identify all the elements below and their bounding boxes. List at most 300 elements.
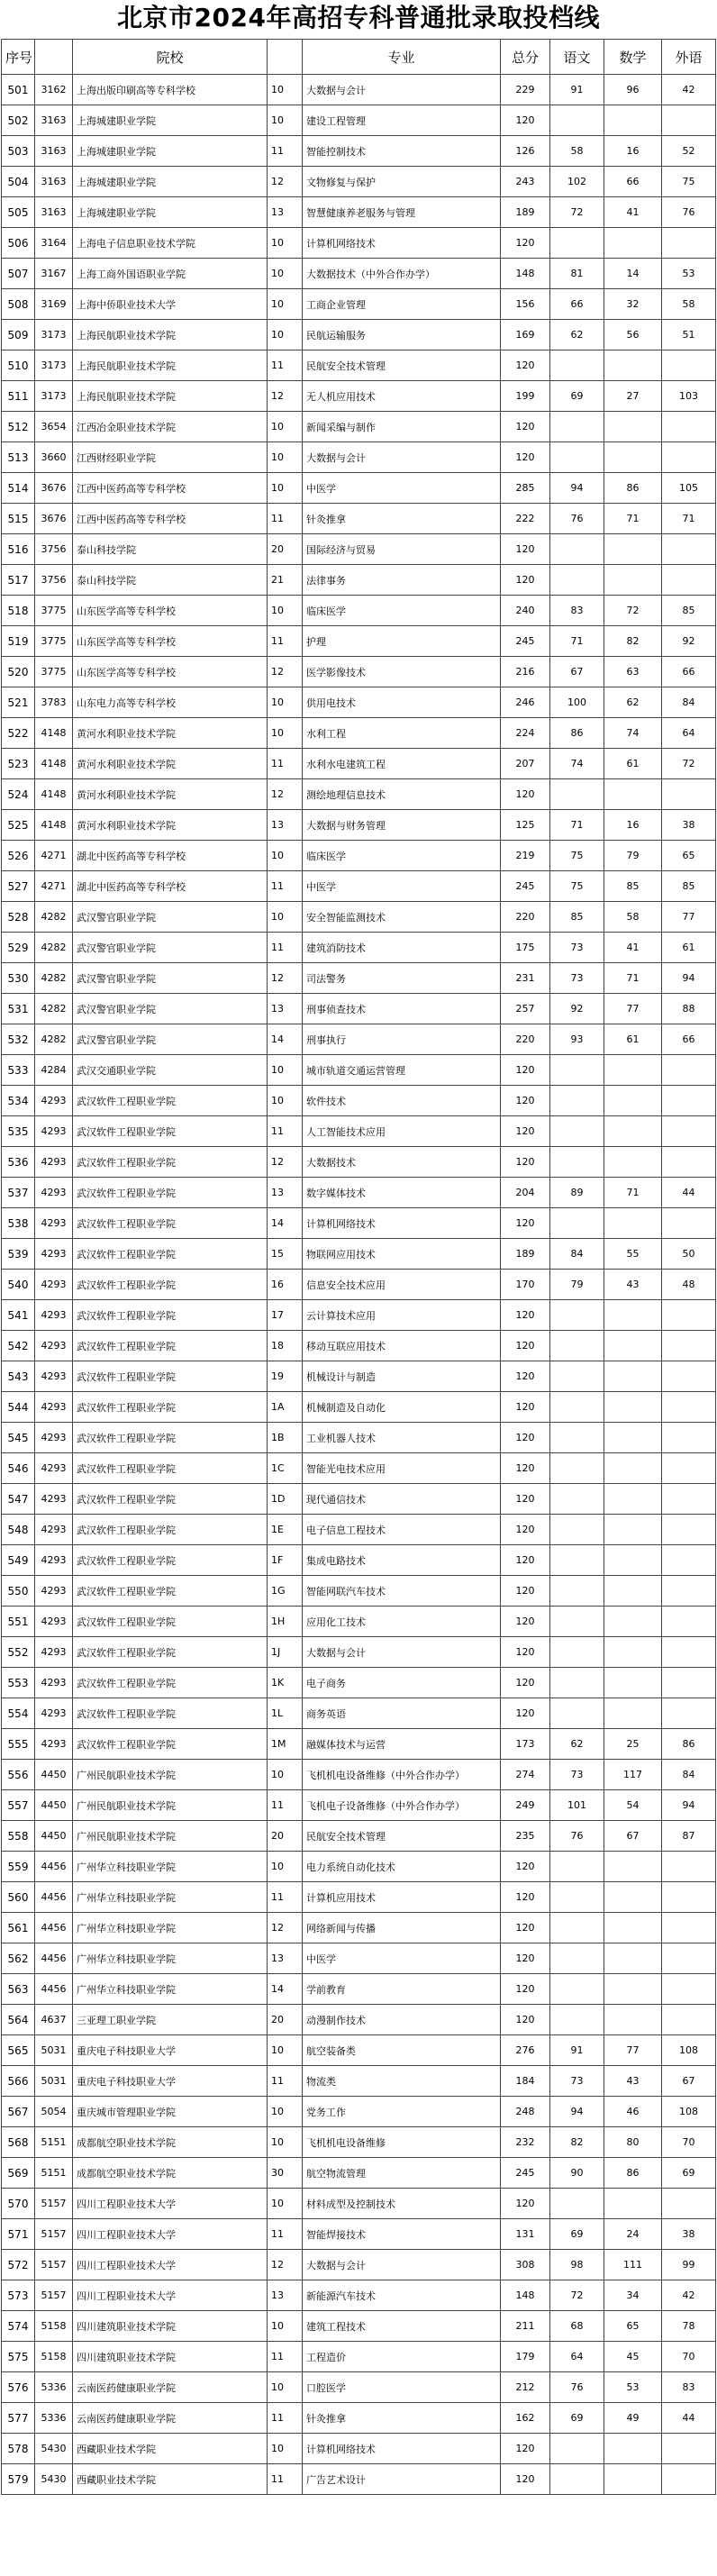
school-code-cell: 5157 xyxy=(35,2280,73,2311)
seq-cell: 575 xyxy=(2,2342,35,2372)
school-code-cell: 4293 xyxy=(35,1331,73,1361)
school-code-cell: 3775 xyxy=(35,657,73,687)
table-row xyxy=(2,902,716,933)
school-name-cell: 上海民航职业技术学院 xyxy=(73,381,268,412)
math-score-cell xyxy=(604,1423,662,1453)
math-score-cell: 85 xyxy=(604,871,662,902)
foreign-language-score-cell xyxy=(662,1300,716,1331)
foreign-language-score-cell: 84 xyxy=(662,687,716,718)
school-name-cell: 武汉软件工程职业学院 xyxy=(73,1178,268,1208)
seq-cell: 573 xyxy=(2,2280,35,2311)
foreign-language-score-cell: 69 xyxy=(662,2158,716,2189)
seq-cell: 517 xyxy=(2,565,35,596)
seq-cell: 556 xyxy=(2,1760,35,1790)
seq-cell: 519 xyxy=(2,626,35,657)
major-code-cell: 13 xyxy=(268,810,303,841)
foreign-language-score-cell: 42 xyxy=(662,2280,716,2311)
seq-cell: 543 xyxy=(2,1361,35,1392)
school-code-cell: 4284 xyxy=(35,1055,73,1086)
foreign-language-score-cell: 75 xyxy=(662,167,716,197)
seq-cell: 574 xyxy=(2,2311,35,2342)
major-code-cell: 1J xyxy=(268,1637,303,1668)
school-code-cell: 5054 xyxy=(35,2097,73,2127)
major-name-cell: 移动互联应用技术 xyxy=(303,1331,501,1361)
total-score-cell: 120 xyxy=(501,1668,550,1698)
chinese-score-cell: 74 xyxy=(550,749,604,779)
school-code-cell: 3163 xyxy=(35,167,73,197)
school-code-cell: 5158 xyxy=(35,2311,73,2342)
school-code-cell: 4282 xyxy=(35,1024,73,1055)
header-school: 院校 xyxy=(73,40,268,75)
school-name-cell: 四川工程职业技术大学 xyxy=(73,2250,268,2280)
seq-cell: 554 xyxy=(2,1698,35,1729)
foreign-language-score-cell: 66 xyxy=(662,1024,716,1055)
major-code-cell: 20 xyxy=(268,2005,303,2035)
foreign-language-score-cell xyxy=(662,1607,716,1637)
table-row xyxy=(2,1607,716,1637)
major-code-cell: 11 xyxy=(268,1790,303,1821)
school-name-cell: 武汉软件工程职业学院 xyxy=(73,1607,268,1637)
major-code-cell: 10 xyxy=(268,1852,303,1882)
foreign-language-score-cell: 85 xyxy=(662,871,716,902)
school-name-cell: 武汉软件工程职业学院 xyxy=(73,1423,268,1453)
major-name-cell: 针灸推拿 xyxy=(303,504,501,534)
total-score-cell: 276 xyxy=(501,2035,550,2066)
total-score-cell: 120 xyxy=(501,1116,550,1147)
major-code-cell: 17 xyxy=(268,1300,303,1331)
math-score-cell: 27 xyxy=(604,381,662,412)
chinese-score-cell xyxy=(550,1300,604,1331)
foreign-language-score-cell xyxy=(662,1453,716,1484)
total-score-cell: 120 xyxy=(501,2189,550,2219)
foreign-language-score-cell: 108 xyxy=(662,2035,716,2066)
math-score-cell: 77 xyxy=(604,994,662,1024)
total-score-cell: 120 xyxy=(501,2434,550,2464)
school-code-cell: 4293 xyxy=(35,1545,73,1576)
major-name-cell: 飞机机电设备维修（中外合作办学） xyxy=(303,1760,501,1790)
major-name-cell: 信息安全技术应用 xyxy=(303,1270,501,1300)
major-code-cell: 10 xyxy=(268,75,303,105)
chinese-score-cell: 69 xyxy=(550,2219,604,2250)
foreign-language-score-cell: 87 xyxy=(662,1821,716,1852)
foreign-language-score-cell: 64 xyxy=(662,718,716,749)
table-row xyxy=(2,381,716,412)
table-row xyxy=(2,197,716,228)
major-code-cell: 13 xyxy=(268,994,303,1024)
major-code-cell: 10 xyxy=(268,1086,303,1116)
chinese-score-cell: 72 xyxy=(550,2280,604,2311)
major-name-cell: 飞机电子设备维修（中外合作办学） xyxy=(303,1790,501,1821)
major-code-cell: 10 xyxy=(268,902,303,933)
table-row xyxy=(2,1208,716,1239)
seq-cell: 514 xyxy=(2,473,35,504)
major-name-cell: 计算机网络技术 xyxy=(303,1208,501,1239)
school-name-cell: 黄河水利职业技术学院 xyxy=(73,810,268,841)
math-score-cell: 45 xyxy=(604,2342,662,2372)
school-code-cell: 4450 xyxy=(35,1760,73,1790)
seq-cell: 529 xyxy=(2,933,35,963)
major-name-cell: 护理 xyxy=(303,626,501,657)
school-name-cell: 江西财经职业学院 xyxy=(73,442,268,473)
school-name-cell: 山东医学高等专科学校 xyxy=(73,657,268,687)
math-score-cell xyxy=(604,1484,662,1515)
math-score-cell: 62 xyxy=(604,687,662,718)
table-row xyxy=(2,289,716,320)
chinese-score-cell: 91 xyxy=(550,2035,604,2066)
school-code-cell: 3164 xyxy=(35,228,73,259)
major-code-cell: 10 xyxy=(268,1760,303,1790)
foreign-language-score-cell: 66 xyxy=(662,657,716,687)
chinese-score-cell: 101 xyxy=(550,1790,604,1821)
major-code-cell: 11 xyxy=(268,933,303,963)
major-code-cell: 10 xyxy=(268,2189,303,2219)
foreign-language-score-cell xyxy=(662,1515,716,1545)
major-name-cell: 智能网联汽车技术 xyxy=(303,1576,501,1607)
school-name-cell: 泰山科技学院 xyxy=(73,565,268,596)
major-name-cell: 建筑消防技术 xyxy=(303,933,501,963)
math-score-cell xyxy=(604,442,662,473)
table-row xyxy=(2,473,716,504)
school-code-cell: 4282 xyxy=(35,933,73,963)
school-name-cell: 武汉警官职业学院 xyxy=(73,933,268,963)
total-score-cell: 220 xyxy=(501,1024,550,1055)
seq-cell: 511 xyxy=(2,381,35,412)
seq-cell: 532 xyxy=(2,1024,35,1055)
school-code-cell: 3676 xyxy=(35,473,73,504)
school-code-cell: 4456 xyxy=(35,1943,73,1974)
chinese-score-cell: 58 xyxy=(550,136,604,167)
major-name-cell: 建筑工程技术 xyxy=(303,2311,501,2342)
major-code-cell: 11 xyxy=(268,626,303,657)
major-code-cell: 10 xyxy=(268,442,303,473)
table-row xyxy=(2,1300,716,1331)
major-code-cell: 15 xyxy=(268,1239,303,1270)
school-name-cell: 山东医学高等专科学校 xyxy=(73,626,268,657)
school-name-cell: 武汉软件工程职业学院 xyxy=(73,1698,268,1729)
foreign-language-score-cell xyxy=(662,1668,716,1698)
total-score-cell: 199 xyxy=(501,381,550,412)
math-score-cell: 46 xyxy=(604,2097,662,2127)
math-score-cell xyxy=(604,779,662,810)
chinese-score-cell: 91 xyxy=(550,75,604,105)
foreign-language-score-cell: 83 xyxy=(662,2372,716,2403)
table-row xyxy=(2,1882,716,1913)
school-code-cell: 4293 xyxy=(35,1729,73,1760)
total-score-cell: 120 xyxy=(501,1637,550,1668)
school-code-cell: 4293 xyxy=(35,1637,73,1668)
table-row xyxy=(2,749,716,779)
chinese-score-cell: 71 xyxy=(550,626,604,657)
chinese-score-cell xyxy=(550,1392,604,1423)
seq-cell: 559 xyxy=(2,1852,35,1882)
table-row xyxy=(2,1024,716,1055)
seq-cell: 549 xyxy=(2,1545,35,1576)
school-name-cell: 广州华立科技职业学院 xyxy=(73,1913,268,1943)
major-name-cell: 智能控制技术 xyxy=(303,136,501,167)
major-name-cell: 应用化工技术 xyxy=(303,1607,501,1637)
chinese-score-cell xyxy=(550,1484,604,1515)
school-name-cell: 上海民航职业技术学院 xyxy=(73,350,268,381)
school-code-cell: 5151 xyxy=(35,2158,73,2189)
seq-cell: 516 xyxy=(2,534,35,565)
math-score-cell: 80 xyxy=(604,2127,662,2158)
chinese-score-cell: 102 xyxy=(550,167,604,197)
seq-cell: 528 xyxy=(2,902,35,933)
chinese-score-cell xyxy=(550,1055,604,1086)
total-score-cell: 120 xyxy=(501,1300,550,1331)
foreign-language-score-cell: 94 xyxy=(662,1790,716,1821)
seq-cell: 503 xyxy=(2,136,35,167)
major-name-cell: 航空装备类 xyxy=(303,2035,501,2066)
table-row xyxy=(2,565,716,596)
school-code-cell: 3163 xyxy=(35,197,73,228)
major-code-cell: 10 xyxy=(268,105,303,136)
total-score-cell: 120 xyxy=(501,442,550,473)
major-code-cell: 12 xyxy=(268,779,303,810)
school-name-cell: 武汉警官职业学院 xyxy=(73,902,268,933)
total-score-cell: 211 xyxy=(501,2311,550,2342)
major-code-cell: 1C xyxy=(268,1453,303,1484)
math-score-cell: 82 xyxy=(604,626,662,657)
major-name-cell: 智能光电技术应用 xyxy=(303,1453,501,1484)
seq-cell: 524 xyxy=(2,779,35,810)
table-row xyxy=(2,2158,716,2189)
school-code-cell: 4148 xyxy=(35,718,73,749)
total-score-cell: 126 xyxy=(501,136,550,167)
major-name-cell: 法律事务 xyxy=(303,565,501,596)
header-math: 数学 xyxy=(604,40,662,75)
seq-cell: 546 xyxy=(2,1453,35,1484)
major-code-cell: 11 xyxy=(268,2342,303,2372)
total-score-cell: 120 xyxy=(501,350,550,381)
total-score-cell: 220 xyxy=(501,902,550,933)
school-name-cell: 上海城建职业学院 xyxy=(73,105,268,136)
table-row xyxy=(2,1668,716,1698)
school-code-cell: 3173 xyxy=(35,320,73,350)
school-code-cell: 3163 xyxy=(35,105,73,136)
seq-cell: 538 xyxy=(2,1208,35,1239)
major-code-cell: 14 xyxy=(268,1974,303,2005)
school-code-cell: 3163 xyxy=(35,136,73,167)
school-name-cell: 山东医学高等专科学校 xyxy=(73,596,268,626)
school-code-cell: 3756 xyxy=(35,565,73,596)
foreign-language-score-cell xyxy=(662,1423,716,1453)
major-code-cell: 12 xyxy=(268,167,303,197)
chinese-score-cell xyxy=(550,1607,604,1637)
table-row xyxy=(2,1515,716,1545)
seq-cell: 520 xyxy=(2,657,35,687)
seq-cell: 566 xyxy=(2,2066,35,2097)
total-score-cell: 184 xyxy=(501,2066,550,2097)
school-name-cell: 山东电力高等专科学校 xyxy=(73,687,268,718)
major-name-cell: 软件技术 xyxy=(303,1086,501,1116)
major-name-cell: 国际经济与贸易 xyxy=(303,534,501,565)
foreign-language-score-cell: 86 xyxy=(662,1729,716,1760)
school-name-cell: 四川工程职业技术大学 xyxy=(73,2280,268,2311)
math-score-cell xyxy=(604,105,662,136)
total-score-cell: 245 xyxy=(501,626,550,657)
total-score-cell: 120 xyxy=(501,1423,550,1453)
school-name-cell: 广州民航职业技术学院 xyxy=(73,1760,268,1790)
seq-cell: 533 xyxy=(2,1055,35,1086)
seq-cell: 536 xyxy=(2,1147,35,1178)
chinese-score-cell xyxy=(550,1086,604,1116)
foreign-language-score-cell xyxy=(662,1361,716,1392)
major-name-cell: 测绘地理信息技术 xyxy=(303,779,501,810)
school-code-cell: 4293 xyxy=(35,1668,73,1698)
school-code-cell: 4456 xyxy=(35,1974,73,2005)
total-score-cell: 120 xyxy=(501,2464,550,2495)
math-score-cell xyxy=(604,1974,662,2005)
major-code-cell: 14 xyxy=(268,1208,303,1239)
math-score-cell: 72 xyxy=(604,596,662,626)
table-row xyxy=(2,136,716,167)
major-code-cell: 1F xyxy=(268,1545,303,1576)
foreign-language-score-cell: 103 xyxy=(662,381,716,412)
table-row xyxy=(2,718,716,749)
math-score-cell xyxy=(604,1392,662,1423)
total-score-cell: 120 xyxy=(501,1484,550,1515)
seq-cell: 577 xyxy=(2,2403,35,2434)
foreign-language-score-cell: 78 xyxy=(662,2311,716,2342)
math-score-cell: 25 xyxy=(604,1729,662,1760)
seq-cell: 547 xyxy=(2,1484,35,1515)
foreign-language-score-cell xyxy=(662,779,716,810)
chinese-score-cell xyxy=(550,1698,604,1729)
school-name-cell: 武汉软件工程职业学院 xyxy=(73,1392,268,1423)
chinese-score-cell xyxy=(550,534,604,565)
major-code-cell: 18 xyxy=(268,1331,303,1361)
chinese-score-cell xyxy=(550,1852,604,1882)
major-code-cell: 13 xyxy=(268,197,303,228)
school-name-cell: 湖北中医药高等专科学校 xyxy=(73,871,268,902)
seq-cell: 562 xyxy=(2,1943,35,1974)
school-code-cell: 5430 xyxy=(35,2434,73,2464)
chinese-score-cell: 69 xyxy=(550,2403,604,2434)
foreign-language-score-cell: 50 xyxy=(662,1239,716,1270)
table-row xyxy=(2,1392,716,1423)
chinese-score-cell: 76 xyxy=(550,1821,604,1852)
school-code-cell: 5157 xyxy=(35,2250,73,2280)
seq-cell: 553 xyxy=(2,1668,35,1698)
school-name-cell: 武汉警官职业学院 xyxy=(73,994,268,1024)
total-score-cell: 156 xyxy=(501,289,550,320)
major-name-cell: 司法警务 xyxy=(303,963,501,994)
school-name-cell: 武汉软件工程职业学院 xyxy=(73,1147,268,1178)
major-name-cell: 新能源汽车技术 xyxy=(303,2280,501,2311)
foreign-language-score-cell xyxy=(662,2005,716,2035)
table-row xyxy=(2,1178,716,1208)
foreign-language-score-cell xyxy=(662,1392,716,1423)
major-code-cell: 11 xyxy=(268,1882,303,1913)
total-score-cell: 189 xyxy=(501,197,550,228)
major-code-cell: 10 xyxy=(268,412,303,442)
major-code-cell: 10 xyxy=(268,2372,303,2403)
chinese-score-cell xyxy=(550,2189,604,2219)
school-name-cell: 上海民航职业技术学院 xyxy=(73,320,268,350)
seq-cell: 537 xyxy=(2,1178,35,1208)
table-row xyxy=(2,1116,716,1147)
school-code-cell: 4293 xyxy=(35,1270,73,1300)
school-code-cell: 4293 xyxy=(35,1607,73,1637)
school-code-cell: 4293 xyxy=(35,1515,73,1545)
major-code-cell: 1B xyxy=(268,1423,303,1453)
chinese-score-cell: 75 xyxy=(550,841,604,871)
major-code-cell: 11 xyxy=(268,350,303,381)
foreign-language-score-cell xyxy=(662,1331,716,1361)
school-name-cell: 上海电子信息职业技术学院 xyxy=(73,228,268,259)
school-code-cell: 4293 xyxy=(35,1147,73,1178)
seq-cell: 550 xyxy=(2,1576,35,1607)
math-score-cell: 63 xyxy=(604,657,662,687)
school-name-cell: 成都航空职业技术学院 xyxy=(73,2127,268,2158)
math-score-cell xyxy=(604,1576,662,1607)
total-score-cell: 173 xyxy=(501,1729,550,1760)
total-score-cell: 120 xyxy=(501,1147,550,1178)
table-row xyxy=(2,994,716,1024)
seq-cell: 526 xyxy=(2,841,35,871)
school-name-cell: 上海城建职业学院 xyxy=(73,197,268,228)
math-score-cell: 61 xyxy=(604,749,662,779)
major-code-cell: 12 xyxy=(268,657,303,687)
major-name-cell: 口腔医学 xyxy=(303,2372,501,2403)
school-code-cell: 4148 xyxy=(35,749,73,779)
school-code-cell: 4293 xyxy=(35,1239,73,1270)
major-name-cell: 机械设计与制造 xyxy=(303,1361,501,1392)
total-score-cell: 232 xyxy=(501,2127,550,2158)
major-code-cell: 12 xyxy=(268,1913,303,1943)
table-row xyxy=(2,1974,716,2005)
school-name-cell: 上海工商外国语职业学院 xyxy=(73,259,268,289)
school-code-cell: 4293 xyxy=(35,1116,73,1147)
header-school-code xyxy=(35,40,73,75)
chinese-score-cell: 83 xyxy=(550,596,604,626)
seq-cell: 505 xyxy=(2,197,35,228)
math-score-cell: 79 xyxy=(604,841,662,871)
total-score-cell: 120 xyxy=(501,1086,550,1116)
seq-cell: 518 xyxy=(2,596,35,626)
school-code-cell: 4293 xyxy=(35,1178,73,1208)
foreign-language-score-cell: 67 xyxy=(662,2066,716,2097)
total-score-cell: 222 xyxy=(501,504,550,534)
total-score-cell: 243 xyxy=(501,167,550,197)
school-code-cell: 4293 xyxy=(35,1484,73,1515)
major-name-cell: 无人机应用技术 xyxy=(303,381,501,412)
foreign-language-score-cell xyxy=(662,1576,716,1607)
school-code-cell: 4293 xyxy=(35,1361,73,1392)
table-body xyxy=(2,75,716,2495)
seq-cell: 567 xyxy=(2,2097,35,2127)
chinese-score-cell: 84 xyxy=(550,1239,604,1270)
table-row xyxy=(2,1790,716,1821)
table-row xyxy=(2,779,716,810)
math-score-cell xyxy=(604,350,662,381)
major-name-cell: 医学影像技术 xyxy=(303,657,501,687)
major-code-cell: 10 xyxy=(268,2035,303,2066)
seq-cell: 544 xyxy=(2,1392,35,1423)
foreign-language-score-cell xyxy=(662,534,716,565)
total-score-cell: 224 xyxy=(501,718,550,749)
total-score-cell: 125 xyxy=(501,810,550,841)
chinese-score-cell xyxy=(550,412,604,442)
total-score-cell: 274 xyxy=(501,1760,550,1790)
table-row xyxy=(2,1239,716,1270)
major-code-cell: 1G xyxy=(268,1576,303,1607)
major-name-cell: 大数据与会计 xyxy=(303,1637,501,1668)
major-name-cell: 大数据与会计 xyxy=(303,442,501,473)
foreign-language-score-cell xyxy=(662,1698,716,1729)
math-score-cell: 56 xyxy=(604,320,662,350)
